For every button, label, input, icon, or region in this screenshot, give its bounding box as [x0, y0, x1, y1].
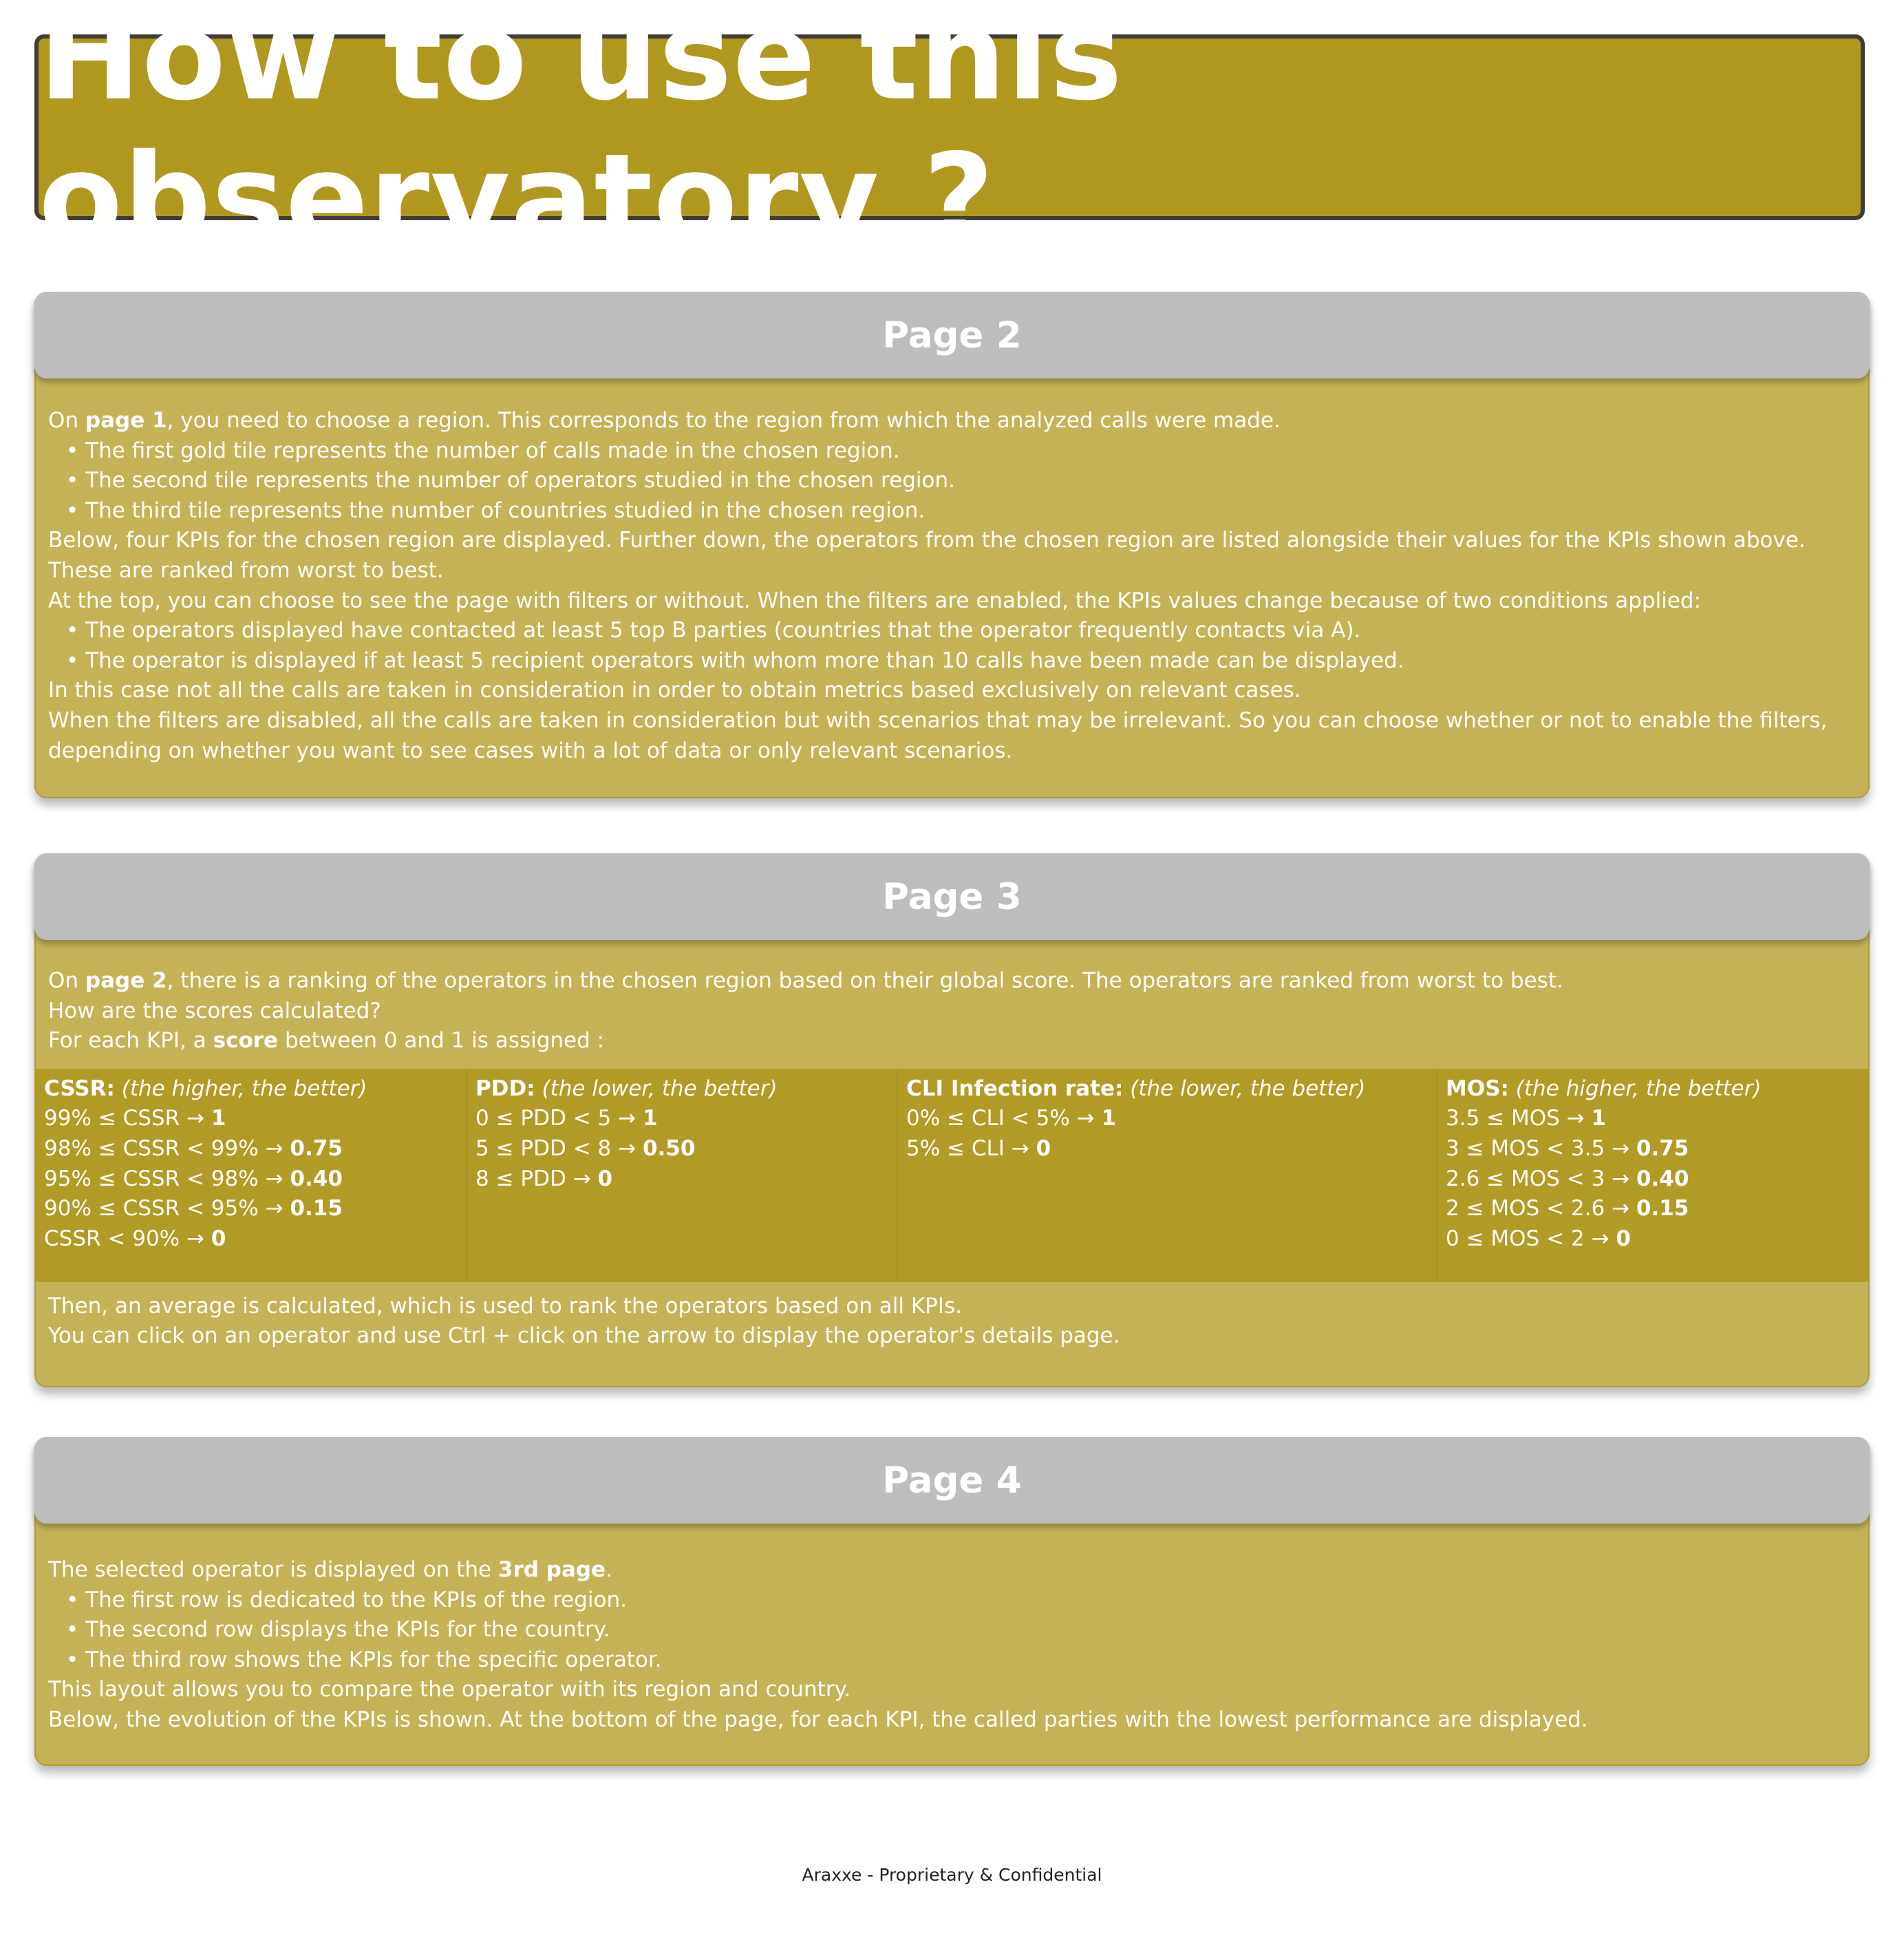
score-column-title: CLI Infection rate: (the lower, the better) [906, 1076, 1366, 1101]
score-rule: 3.5 ≤ MOS → 1 [1446, 1106, 1607, 1131]
page2-header [34, 292, 1870, 378]
page4-evolution-text: Below, the evolution of the KPIs is shown. At the bottom of the page, for each KPI, the called parties with the lowest performance are displayed. [48, 1707, 1588, 1732]
score-rule: 95% ≤ CSSR < 98% → 0.40 [44, 1166, 343, 1191]
page3-score-intro: For each KPI, a score between 0 and 1 is assigned : [48, 1028, 605, 1054]
page2-filters-text: At the top, you can choose to see the page with filters or without. When the filters are enabled, the KPIs values change because of two conditions applied: [48, 588, 1702, 613]
list-item: • The operator is displayed if at least 5 recipient operators with whom more than 10 calls have been made can be displayed. [66, 648, 1404, 673]
score-rule: 8 ≤ PDD → 0 [475, 1166, 613, 1191]
list-item: • The first gold tile represents the number of calls made in the chosen region. [66, 438, 900, 463]
page3-card [34, 853, 1870, 1387]
page4-layout-text: This layout allows you to compare the operator with its region and country. [48, 1677, 851, 1702]
score-rule: CSSR < 90% → 0 [44, 1226, 226, 1251]
score-column-cssr [36, 1069, 467, 1282]
page2-heading: Page 2 [882, 314, 1022, 356]
page4-card [34, 1437, 1870, 1766]
score-rule: 3 ≤ MOS < 3.5 → 0.75 [1446, 1135, 1689, 1161]
page3-heading: Page 3 [882, 875, 1022, 918]
page4-heading: Page 4 [882, 1459, 1022, 1502]
page3-average-text: Then, an average is calculated, which is used to rank the operators based on all KPIs. [48, 1293, 963, 1318]
score-rule: 2.6 ≤ MOS < 3 → 0.40 [1446, 1166, 1689, 1191]
score-column-title: CSSR: (the higher, the better) [44, 1076, 367, 1101]
score-rule: 98% ≤ CSSR < 99% → 0.75 [44, 1135, 343, 1161]
page3-intro: On page 2, there is a ranking of the operators in the chosen region based on their global score. The operators are ranked from worst to best. [48, 968, 1563, 993]
score-rule: 5% ≤ CLI → 0 [906, 1135, 1051, 1161]
page3-question: How are the scores calculated? [48, 998, 381, 1023]
score-rule: 0 ≤ PDD < 5 → 1 [475, 1106, 658, 1131]
score-column-title: MOS: (the higher, the better) [1446, 1076, 1762, 1101]
score-rule: 0% ≤ CLI < 5% → 1 [906, 1106, 1117, 1131]
score-rule: 99% ≤ CSSR → 1 [44, 1106, 226, 1131]
score-rule: 5 ≤ PDD < 8 → 0.50 [475, 1135, 696, 1161]
page2-intro: On page 1, you need to choose a region. This corresponds to the region from which the analyzed calls were made. [48, 408, 1281, 433]
page3-body [36, 940, 1868, 1352]
score-column-title: PDD: (the lower, the better) [475, 1076, 778, 1101]
score-column-cli [898, 1069, 1437, 1282]
title-banner [34, 0, 1865, 270]
list-item: • The second row displays the KPIs for the country. [66, 1617, 610, 1643]
page2-kpi-text: Below, four KPIs for the chosen region are displayed. Further down, the operators from the chosen region are listed alongside their values for the KPIs shown above. These are ranked from worst to best. [48, 528, 1806, 583]
score-column-mos [1437, 1069, 1868, 1282]
page-title: How to use this observatory ? [39, 0, 1124, 270]
list-item: • The third row shows the KPIs for the specific operator. [66, 1647, 662, 1672]
list-item: • The operators displayed have contacted at least 5 top B parties (countries that the operator frequently contacts via A). [66, 618, 1361, 643]
page2-case-text: In this case not all the calls are taken in consideration in order to obtain metrics based exclusively on relevant cases. [48, 678, 1301, 703]
page4-intro: The selected operator is displayed on the 3rd page. [48, 1557, 612, 1582]
page3-header [34, 853, 1870, 940]
page4-body [36, 1524, 1868, 1736]
score-rule: 2 ≤ MOS < 2.6 → 0.15 [1446, 1196, 1689, 1221]
list-item: • The third tile represents the number of countries studied in the chosen region. [66, 498, 926, 523]
page4-header [34, 1437, 1870, 1524]
list-item: • The first row is dedicated to the KPIs of the region. [66, 1587, 628, 1612]
page2-body [36, 378, 1868, 766]
score-rule: 0 ≤ MOS < 2 → 0 [1446, 1226, 1631, 1251]
footer: Araxxe - Proprietary & Confidential [802, 1865, 1102, 1885]
list-item: • The second tile represents the number of operators studied in the chosen region. [66, 468, 955, 493]
score-column-pdd [467, 1069, 898, 1282]
page2-disabled-text: When the filters are disabled, all the calls are taken in consideration but with scenarios that may be irrelevant. So you can choose whether or not to enable the filters, depending on whether you want to see cases with a lot of data or only relevant scenarios. [48, 707, 1828, 763]
page2-card [34, 292, 1870, 798]
score-table [36, 1069, 1868, 1282]
score-rule: 90% ≤ CSSR < 95% → 0.15 [44, 1196, 343, 1221]
page3-click-text: You can click on an operator and use Ctrl + click on the arrow to display the operator's details page. [48, 1323, 1120, 1349]
